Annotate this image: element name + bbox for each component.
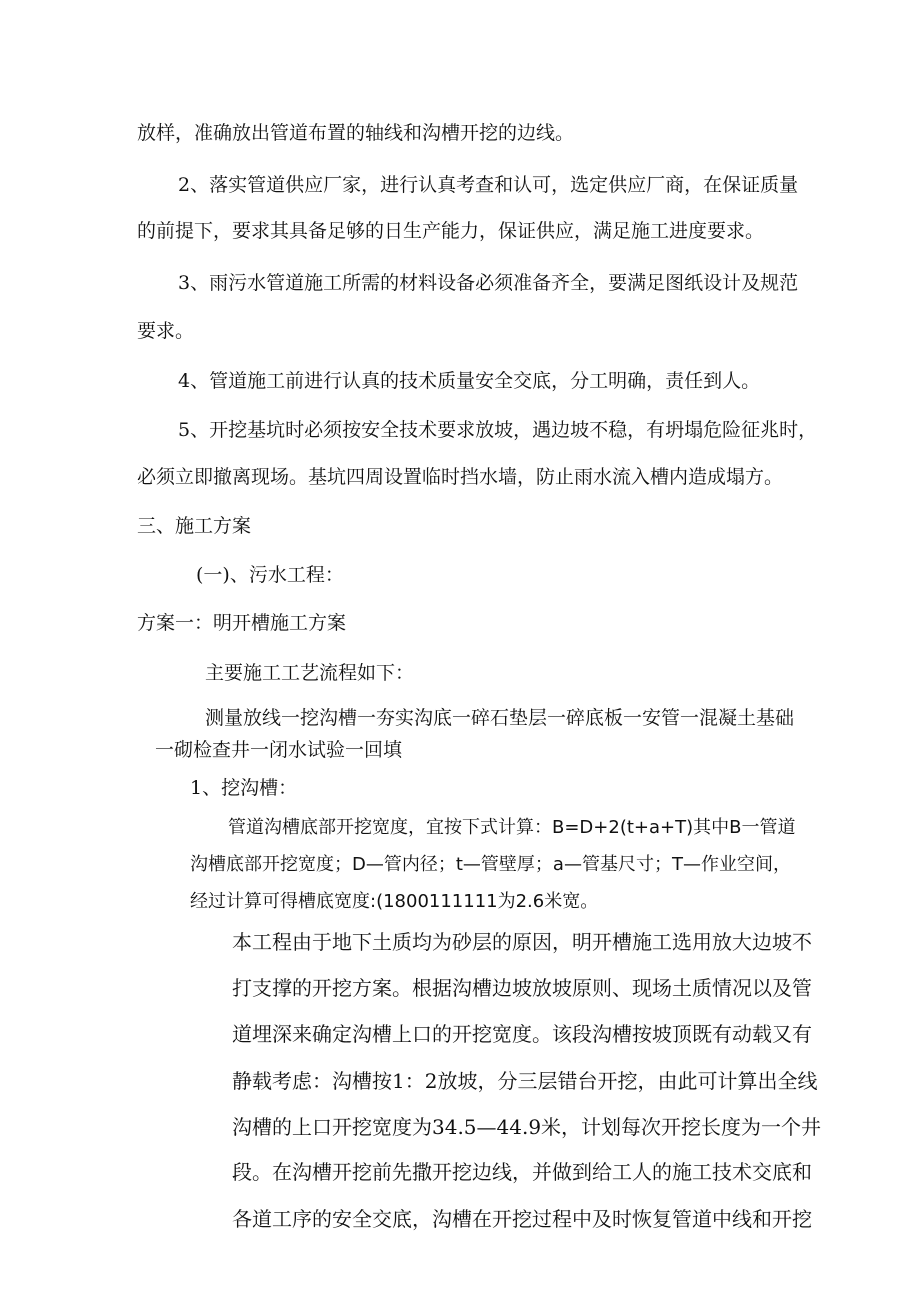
text-line-6: 4、管道施工前进行认真的技术质量安全交底，分工明确，责任到人。 — [178, 370, 761, 392]
section-heading: 三、施工方案 — [137, 515, 252, 537]
text-line-4: 3、雨污水管道施工所需的材料设备必须准备齐全，要满足图纸设计及规范 — [178, 272, 799, 294]
subsection-heading: (一)、污水工程： — [196, 564, 344, 586]
text-line-8: 必须立即撤离现场。基坑四周设置临时挡水墙，防止雨水流入槽内造成塌方。 — [137, 466, 784, 488]
text-line-5: 要求。 — [137, 320, 195, 342]
text-line-22: 静载考虑：沟槽按1：2放坡，分三层错台开挖，由此可计算出全线 — [232, 1069, 818, 1093]
plan-heading: 方案一：明开槽施工方案 — [137, 612, 347, 634]
formula-line-2: 沟槽底部开挖宽度；D—管内径；t—管壁厚；a—管基尺寸；T—作业空间， — [190, 854, 791, 875]
text-line-7: 5、开挖基坑时必须按安全技术要求放坡，遇边坡不稳，有坍塌危险征兆时， — [178, 419, 818, 441]
text-line-23: 沟槽的上口开挖宽度为34.5—44.9米，计划每次开挖长度为一个井 — [232, 1115, 822, 1139]
formula-line-3: 经过计算可得槽底宽度:(1800111111为2.6米宽。 — [190, 891, 599, 912]
text-line-24: 段。在沟槽开挖前先撒开挖边线，并做到给工人的施工技术交底和 — [232, 1160, 812, 1184]
text-line-3: 的前提下，要求其具备足够的日生产能力，保证供应，满足施工进度要求。 — [137, 220, 765, 242]
item-heading: 1、挖沟槽： — [190, 777, 298, 799]
text-line-21: 道埋深来确定沟槽上口的开挖宽度。该段沟槽按坡顶既有动载又有 — [232, 1022, 812, 1046]
text-line-2: 2、落实管道供应厂家，进行认真考查和认可，选定供应厂商，在保证质量 — [178, 174, 799, 196]
text-line-25: 各道工序的安全交底，沟槽在开挖过程中及时恢复管道中线和开挖 — [232, 1207, 812, 1231]
text-line-20: 打支撑的开挖方案。根据沟槽边坡放坡原则、现场土质情况以及管 — [232, 976, 812, 1000]
process-flow-line-1: 测量放线一挖沟槽一夯实沟底一碎石垫层一碎底板一安管一混凝土基础 — [205, 707, 795, 729]
text-line-1: 放样，准确放出管道布置的轴线和沟槽开挖的边线。 — [137, 122, 575, 144]
text-line-19: 本工程由于地下土质均为砂层的原因，明开槽施工选用放大边坡不 — [232, 930, 812, 954]
process-flow-line-2: 一砌检查井一闭水试验一回填 — [155, 739, 403, 761]
formula-line-1: 管道沟槽底部开挖宽度，宜按下式计算：B=D+2(t+a+T)其中B一管道 — [228, 817, 796, 838]
process-intro: 主要施工工艺流程如下： — [205, 662, 415, 684]
